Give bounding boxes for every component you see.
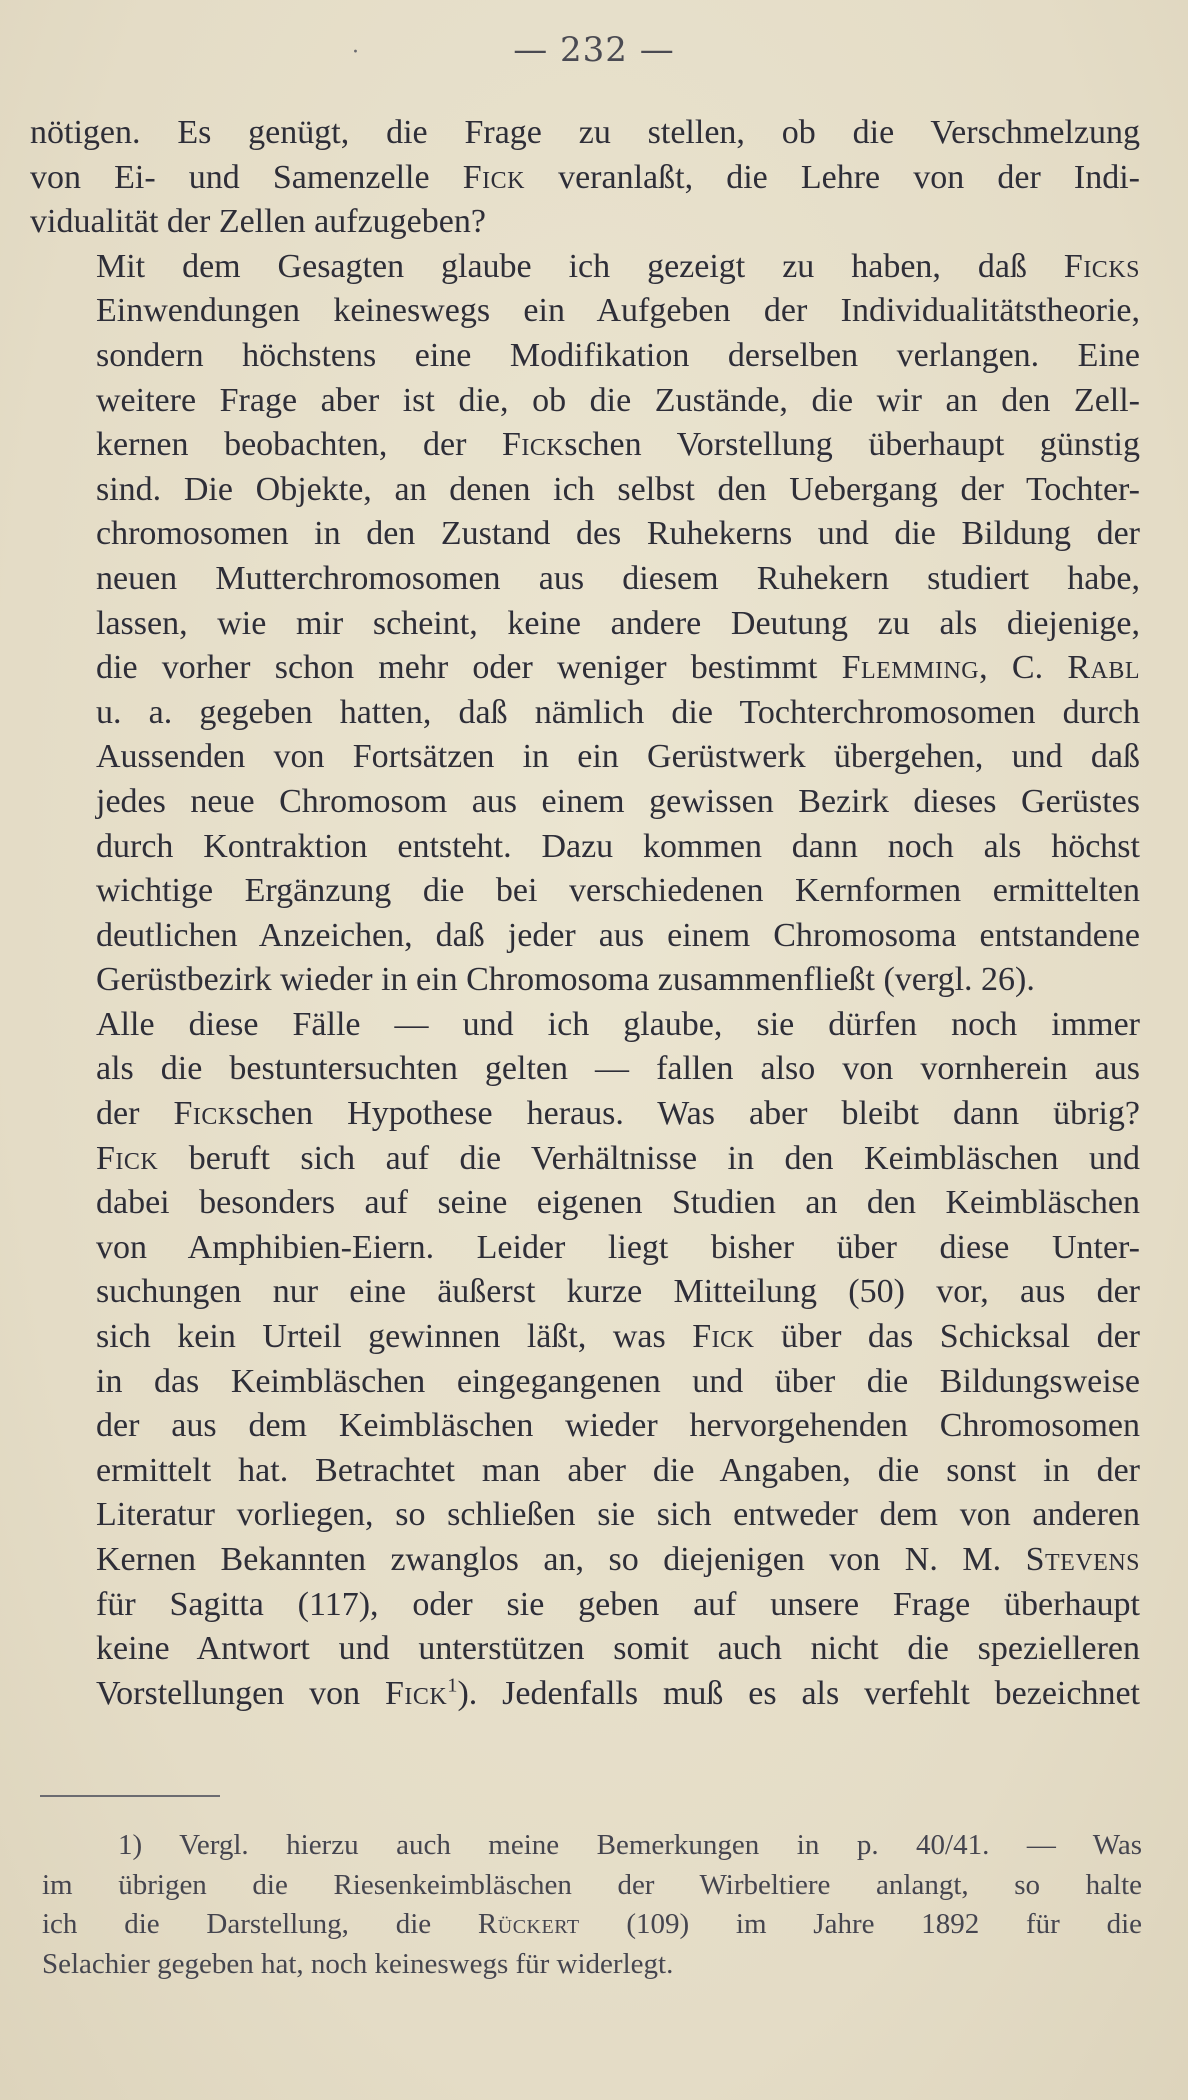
text-line: sondern höchstens eine Modifikation derselben verlangen. Eine xyxy=(96,336,1140,374)
page-header xyxy=(0,30,1188,70)
text-line: Gerüstbezirk wieder in ein Chromosoma zusammenfließt (vergl. 26). xyxy=(96,961,1035,999)
author-name: Rabl xyxy=(1067,649,1140,687)
author-name: Ficks xyxy=(1063,247,1140,285)
text-line: vidualität der Zellen aufzugeben? xyxy=(30,203,486,241)
text-line: der aus dem Keimbläschen wieder hervorgehenden Chromosomen xyxy=(96,1407,1140,1445)
footnote xyxy=(42,1826,1142,1984)
text-line: in das Keimbläschen eingegangenen und über die Bildungsweise xyxy=(96,1362,1140,1400)
page-number: — 232 — xyxy=(513,30,675,70)
author-name: Fick xyxy=(501,426,565,464)
text-line: Alle diese Fälle — und ich glaube, sie dürfen noch immer xyxy=(96,1005,1140,1043)
header-dot: · xyxy=(352,40,360,65)
text-line: sind. Die Objekte, an denen ich selbst den Uebergang der Tochter- xyxy=(96,470,1140,508)
author-name: Fick xyxy=(692,1318,755,1356)
text-line: keine Antwort und unterstützen somit auch nicht die spezielleren xyxy=(96,1630,1140,1668)
text-line: Literatur vorliegen, so schließen sie sich entweder dem von anderen xyxy=(96,1496,1140,1534)
author-name: Flemming xyxy=(841,649,980,687)
text-line: chromosomen in den Zustand des Ruhekerns und die Bildung der xyxy=(96,515,1140,553)
text-line: die vorher schon mehr oder weniger bestimmt Flemming, C. Rabl xyxy=(96,649,1140,687)
text-line: deutlichen Anzeichen, daß jeder aus einem Chromosoma entstandene xyxy=(96,916,1140,954)
text-line: der Fickschen Hypothese heraus. Was aber bleibt dann übrig? xyxy=(96,1095,1140,1133)
text-line: Fick beruft sich auf die Verhältnisse in den Keimbläschen und xyxy=(96,1139,1140,1177)
text-line: nötigen. Es genügt, die Frage zu stellen, ob die Verschmelzung xyxy=(30,114,1140,151)
footnote-divider xyxy=(40,1795,220,1797)
paragraph xyxy=(30,1003,1140,1717)
paragraph xyxy=(30,111,1140,245)
author-name: Rückert xyxy=(477,1908,580,1940)
text-line: als die bestuntersuchten gelten — fallen also von vornherein aus xyxy=(96,1050,1140,1088)
author-name: Stevens xyxy=(1025,1541,1140,1578)
text-line: durch Kontraktion entsteht. Dazu kommen dann noch als höchst xyxy=(96,827,1140,865)
footnote-marker: 1 xyxy=(447,1674,458,1697)
footnote-line: ich die Darstellung, die Rückert (109) im Jahre 1892 für die xyxy=(42,1908,1143,1940)
author-name: Fick xyxy=(462,158,525,196)
text-line: kernen beobachten, der Fickschen Vorstellung überhaupt günstig xyxy=(96,426,1140,464)
text-line: lassen, wie mir scheint, keine andere Deutung zu als diejenige, xyxy=(96,604,1140,642)
author-name: Fick xyxy=(96,1139,159,1177)
footnote-line: im übrigen die Riesenkeimbläschen der Wirbeltiere anlangt, so halte xyxy=(42,1868,1142,1901)
text-line: dabei besonders auf seine eigenen Studien an den Keimbläschen xyxy=(96,1184,1140,1222)
text-line: weitere Frage aber ist die, ob die Zustände, die wir an den Zell- xyxy=(96,381,1140,419)
text-line: Aussenden von Fortsätzen in ein Gerüstwerk übergehen, und daß xyxy=(96,738,1140,776)
text-line: ermittelt hat. Betrachtet man aber die Angaben, die sonst in der xyxy=(96,1451,1140,1489)
text-line: von Amphibien-Eiern. Leider liegt bisher über diese Unter- xyxy=(96,1228,1140,1266)
text-line: jedes neue Chromosom aus einem gewissen Bezirk dieses Gerüstes xyxy=(96,782,1140,820)
text-line: wichtige Ergänzung die bei verschiedenen Kernformen ermittelten xyxy=(96,872,1140,910)
text-line: Einwendungen keineswegs ein Aufgeben der Individualitätstheorie, xyxy=(96,292,1140,330)
footnote-line: 1) Vergl. hierzu auch meine Bemerkungen in p. 40/41. — Was xyxy=(118,1829,1142,1861)
text-line: sich kein Urteil gewinnen läßt, was Fick über das Schicksal der xyxy=(96,1318,1140,1356)
footnote-line: Selachier gegeben hat, noch keineswegs für widerlegt. xyxy=(42,1947,674,1980)
text-line: Kernen Bekannten zwanglos an, so diejenigen von N. M. Stevens xyxy=(96,1541,1140,1578)
author-name: Fick xyxy=(173,1095,236,1133)
text-line: neuen Mutterchromosomen aus diesem Ruhekern studiert habe, xyxy=(96,559,1140,597)
body-text xyxy=(30,111,1140,1716)
text-line: von Ei- und Samenzelle Fick veranlaßt, die Lehre von der Indi- xyxy=(30,158,1140,196)
paragraph xyxy=(30,245,1140,1003)
text-line: Mit dem Gesagten glaube ich gezeigt zu haben, daß Ficks xyxy=(96,247,1140,285)
text-line: für Sagitta (117), oder sie geben auf unsere Frage überhaupt xyxy=(96,1585,1140,1623)
text-line: suchungen nur eine äußerst kurze Mitteilung (50) vor, aus der xyxy=(96,1273,1140,1311)
text-line: u. a. gegeben hatten, daß nämlich die Tochterchromosomen durch xyxy=(96,693,1140,731)
author-name: Fick xyxy=(384,1674,448,1712)
text-line: Vorstellungen von Fick$^1$). Jedenfalls muß es als verfehlt bezeichnet xyxy=(96,1674,1141,1712)
